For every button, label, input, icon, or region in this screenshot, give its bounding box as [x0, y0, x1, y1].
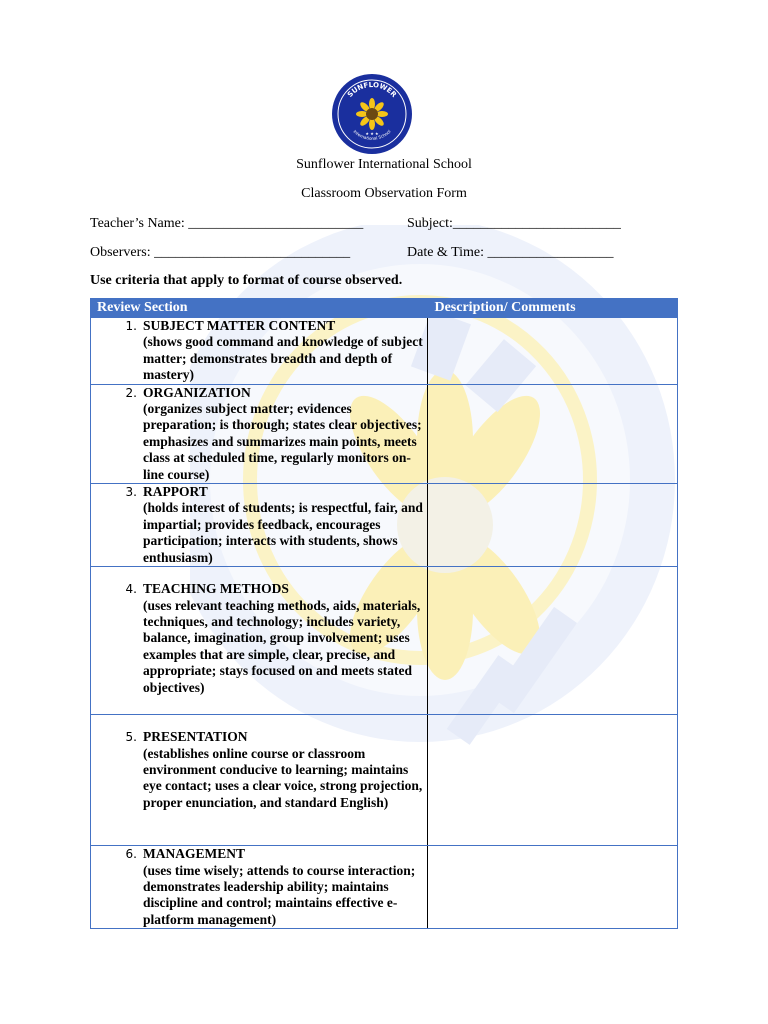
table-row	[91, 567, 678, 715]
item-number: 4.	[125, 582, 137, 597]
svg-text:SUNFLOWER: SUNFLOWER	[346, 80, 398, 99]
section-title: MANAGEMENT	[143, 846, 245, 862]
item-number: 5.	[125, 730, 137, 745]
table-row	[91, 846, 678, 929]
instruction-text: Use criteria that apply to format of course observed.	[90, 273, 403, 288]
section-description: (establishes online course or classroom environment conducive to learning; maintains eye contact; uses a clear voice, strong projection, proper enunciation, and standard English)	[143, 745, 423, 810]
section-description: (shows good command and knowledge of subject matter; demonstrates breadth and depth of mastery)	[143, 334, 423, 383]
subject-field[interactable]: Subject:________________________	[407, 216, 621, 231]
item-number: 3.	[125, 485, 137, 500]
observation-table	[90, 298, 678, 929]
comment-cell[interactable]	[428, 484, 678, 567]
section-description: (holds interest of students; is respectful, fair, and impartial; provides feedback, encourages participation; interacts with students, shows enthusiasm)	[143, 500, 423, 565]
section-title: RAPPORT	[143, 484, 208, 500]
table-row	[91, 484, 678, 567]
table-header-row	[91, 299, 678, 318]
item-number: 1.	[125, 319, 137, 333]
comment-cell[interactable]	[428, 567, 678, 715]
observers-field[interactable]: Observers: ____________________________	[90, 245, 351, 260]
header-description-comments: Description/ Comments	[428, 299, 678, 318]
review-section-cell	[91, 715, 428, 846]
section-description: (uses relevant teaching methods, aids, materials, techniques, and technology; includes variety, balance, imagination, group involvement; uses examples that are simple, clear, precise, and appropriate; stays focused on and meets stated objectives)	[143, 597, 421, 695]
comment-cell[interactable]	[428, 715, 678, 846]
date-time-field[interactable]: Date & Time: __________________	[407, 245, 614, 260]
svg-text:★ ★ ★: ★ ★ ★	[365, 131, 379, 136]
review-section-cell	[91, 567, 428, 715]
review-section-cell	[91, 846, 428, 929]
table-row	[91, 318, 678, 385]
section-title: PRESENTATION	[143, 729, 248, 745]
section-description: (organizes subject matter; evidences preparation; is thorough; states clear objectives; emphasizes and summarizes main points, meets class at scheduled time, regularly monitors on-line course)	[143, 401, 422, 482]
section-title: SUBJECT MATTER CONTENT	[143, 318, 336, 333]
section-description: (uses time wisely; attends to course interaction; demonstrates leadership ability; maintains discipline and control; maintains effective e-platform management)	[143, 862, 416, 927]
comment-cell[interactable]	[428, 846, 678, 929]
section-title: ORGANIZATION	[143, 384, 251, 400]
header-review-section: Review Section	[91, 299, 428, 318]
comment-cell[interactable]	[428, 384, 678, 483]
table-row	[91, 715, 678, 846]
table-row	[91, 384, 678, 483]
school-name: Sunflower International School	[296, 157, 472, 172]
review-section-cell	[91, 318, 428, 385]
item-number: 2.	[125, 385, 137, 400]
form-title: Classroom Observation Form	[301, 186, 467, 201]
section-title: TEACHING METHODS	[143, 581, 289, 597]
review-section-cell	[91, 484, 428, 567]
school-logo	[331, 73, 413, 155]
item-number: 6.	[125, 847, 137, 862]
svg-text:International School: International School	[352, 128, 392, 141]
teacher-name-field[interactable]: Teacher’s Name: _________________________	[90, 216, 364, 231]
comment-cell[interactable]	[428, 318, 678, 385]
review-section-cell	[91, 384, 428, 483]
